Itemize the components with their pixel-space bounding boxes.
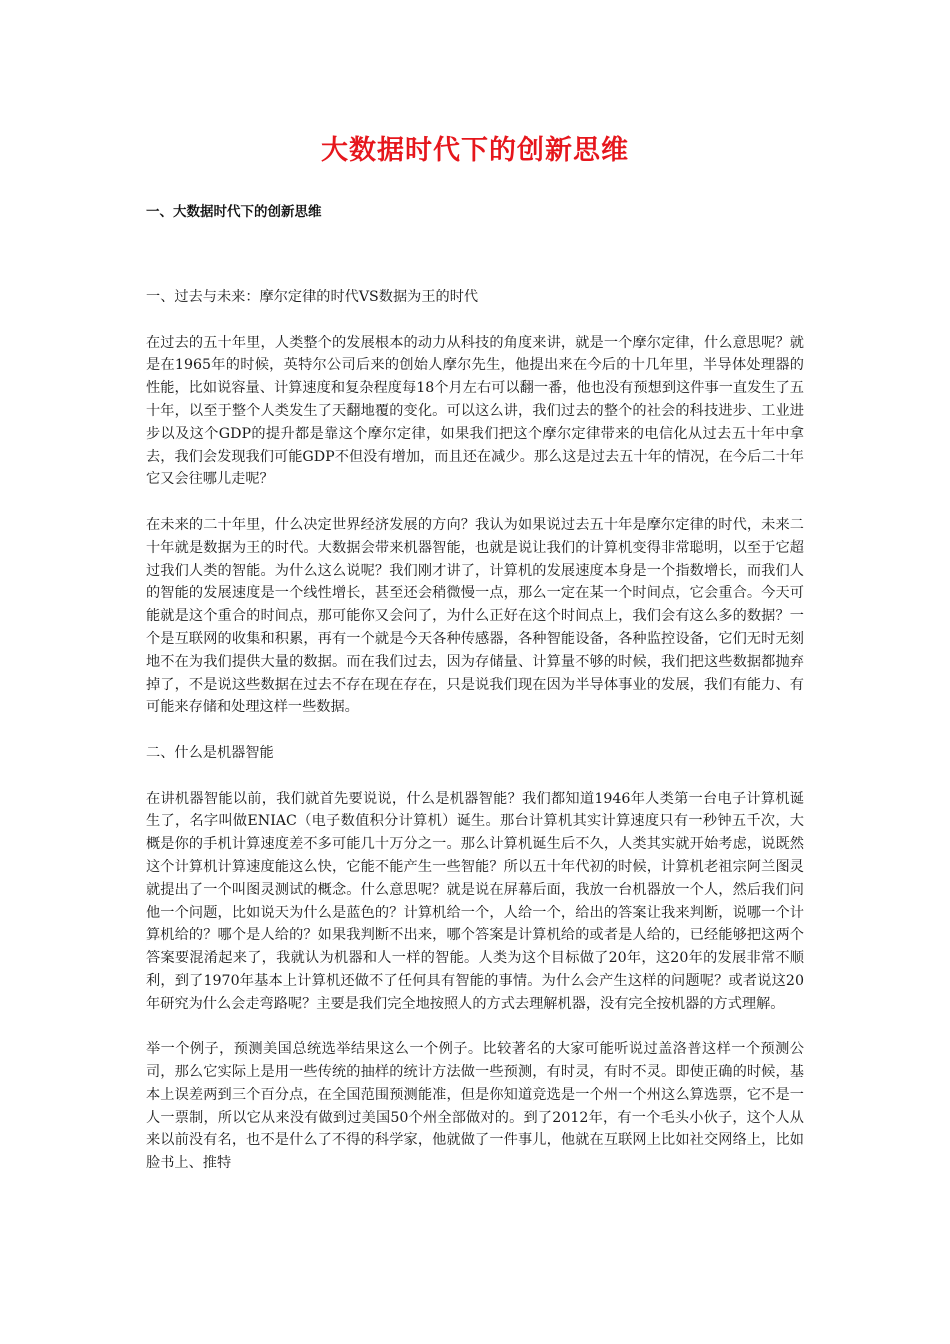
document-title: 大数据时代下的创新思维 xyxy=(321,135,629,166)
paragraph-4: 举一个例子，预测美国总统选举结果这么一个例子。比较著名的大家可能听说过盖洛普这样一个预测公司，那么它实际上是用一些传统的抽样的统计方法做一些预测，有时灵，有时不灵。即使正确的时候，基本上误差两到三个百分点，在全国范围预测能准，但是你知道竞选是一个州一个州这么算选票，它不是一人一票制，所以它从来没有做到过美国50个州全部做对的。到了2012年，有一个毛头小伙子，这个人从来以前没有名，也不是什么了不得的科学家，他就做了一件事儿，他就在互联网上比如社交网络上，比如脸书上、推特 xyxy=(146,1041,804,1172)
paragraph-2: 在未来的二十年里，什么决定世界经济发展的方向？我认为如果说过去五十年是摩尔定律的时代，未来二十年就是数据为王的时代。大数据会带来机器智能，也就是说让我们的计算机变得非常聪明，以至于它超过我们人类的智能。为什么这么说呢？我们刚才讲了，计算机的发展速度本身是一个指数增长，而我们人的智能的发展速度是一个线性增长，甚至还会稍微慢一点，那么一定在某一个时间点，它会重合。今天可能就是这个重合的时间点，那可能你又会问了，为什么正好在这个时间点上，我们会有这么多的数据？一个是互联网的收集和积累，再有一个就是今天各种传感器，各种智能设备，各种监控设备，它们无时无刻地不在为我们提供大量的数据。而在我们过去，因为存储量、计算量不够的时候，我们把这些数据都抛弃掉了，不是说这些数据在过去不存在现在存在，只是说我们现在因为半导体事业的发展，我们有能力、有可能来存储和处理这样一些数据。 xyxy=(146,516,804,716)
document-body xyxy=(146,286,804,1198)
document-subheading: 一、大数据时代下的创新思维 xyxy=(146,204,322,220)
section-heading-1: 一、过去与未来：摩尔定律的时代VS数据为王的时代 xyxy=(146,289,479,305)
paragraph-3: 在讲机器智能以前，我们就首先要说说，什么是机器智能？我们都知道1946年人类第一台电子计算机诞生了，名字叫做ENIAC（电子数值积分计算机）诞生。那台计算机其实计算速度只有一秒钟五千次，大概是你的手机计算速度差不多可能几十万分之一。那么计算机诞生后不久，人类其实就开始考虑，说既然这个计算机计算速度能这么快，它能不能产生一些智能？所以五十年代初的时候，计算机老祖宗阿兰图灵就提出了一个叫图灵测试的概念。什么意思呢？就是说在屏幕后面，我放一台机器放一个人，然后我们问他一个问题，比如说天为什么是蓝色的？计算机给一个，人给一个，给出的答案让我来判断，说哪一个计算机给的？哪个是人给的？如果我判断不出来，哪个答案是计算机给的或者是人给的，已经能够把这两个答案要混淆起来了，我就认为机器和人一样的智能。人类为这个目标做了20年，这20年的发展非常不顺利，到了1970年基本上计算机还做不了任何具有智能的事情。为什么会产生这样的问题呢？或者说这20年研究为什么会走弯路呢？主要是我们完全地按照人的方式去理解机器，没有完全按机器的方式理解。 xyxy=(146,790,804,1012)
paragraph-1: 在过去的五十年里，人类整个的发展根本的动力从科技的角度来讲，就是一个摩尔定律，什么意思呢？就是在1965年的时候，英特尔公司后来的创始人摩尔先生，他提出来在今后的十几年里，半导体处理器的性能，比如说容量、计算速度和复杂程度每18个月左右可以翻一番，他也没有预想到这件事一直发生了五十年，以至于整个人类发生了天翻地覆的变化。可以这么讲，我们过去的整个的社会的科技进步、工业进步以及这个GDP的提升都是靠这个摩尔定律，如果我们把这个摩尔定律带来的电信化从过去五十年中拿去，我们会发现我们可能GDP不但没有增加，而且还在减少。那么这是过去五十年的情况，在今后二十年它又会往哪儿走呢？ xyxy=(146,334,804,488)
section-heading-2: 二、什么是机器智能 xyxy=(146,744,274,761)
